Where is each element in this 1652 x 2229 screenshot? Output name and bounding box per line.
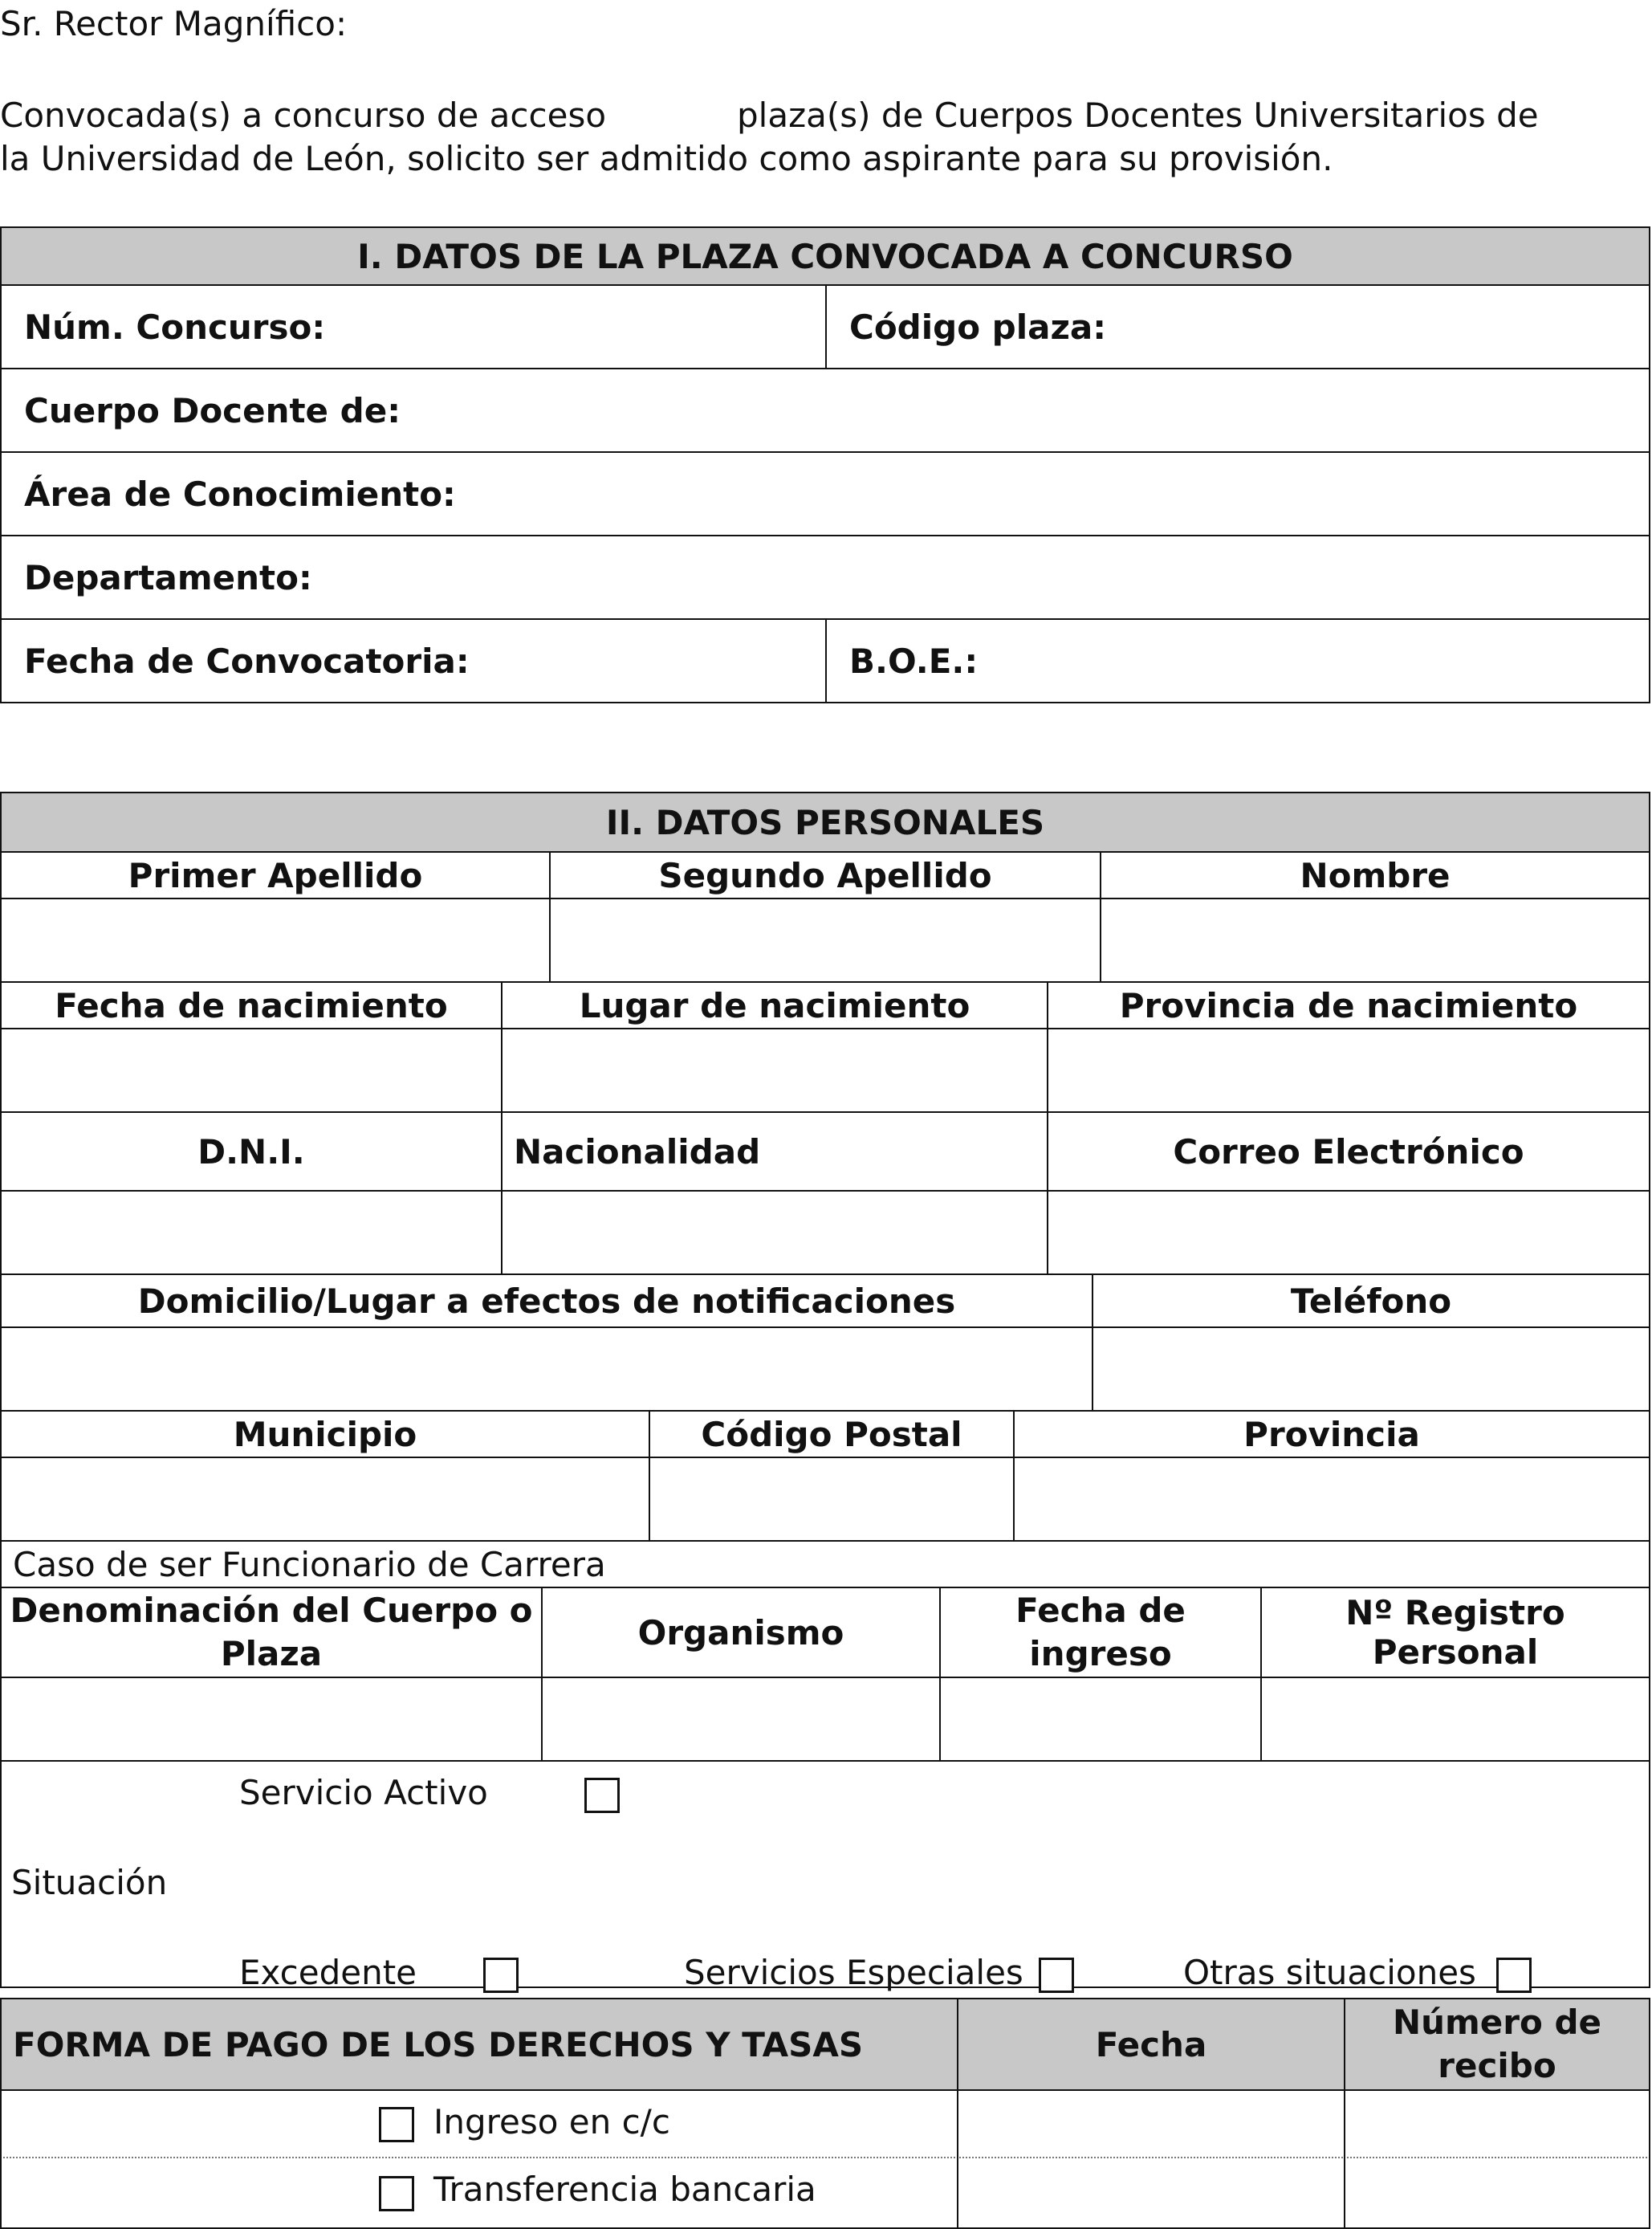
nacionalidad-input[interactable] — [501, 1190, 1048, 1275]
organismo-header: Organismo — [541, 1587, 941, 1678]
situacion-label: Situación — [11, 1863, 168, 1902]
fecha-nacimiento-header: Fecha de nacimiento — [0, 981, 503, 1029]
servicio-activo-label: Servicio Activo — [239, 1773, 488, 1812]
fecha-ingreso-header — [939, 1587, 1262, 1678]
transferencia-recibo-input[interactable] — [1344, 2157, 1650, 2229]
area-conocimiento-field[interactable] — [0, 451, 1650, 536]
transferencia-checkbox[interactable] — [379, 2176, 414, 2211]
denominacion-input[interactable] — [0, 1677, 543, 1762]
num-concurso-field[interactable] — [0, 284, 827, 369]
fecha-convocatoria-field[interactable] — [0, 618, 827, 703]
lugar-nacimiento-input[interactable] — [501, 1028, 1048, 1113]
payment-title: FORMA DE PAGO DE LOS DERECHOS Y TASAS — [0, 1998, 958, 2091]
departamento-label: Departamento: — [24, 557, 312, 597]
servicios-especiales-label: Servicios Especiales — [684, 1953, 1023, 1992]
municipio-input[interactable] — [0, 1457, 650, 1542]
domicilio-header: Domicilio/Lugar a efectos de notificaciones — [0, 1273, 1093, 1328]
area-conocimiento-label: Área de Conocimiento: — [24, 474, 456, 514]
lugar-nacimiento-header: Lugar de nacimiento — [501, 981, 1048, 1029]
payment-recibo-header — [1344, 1998, 1650, 2091]
ingreso-cc-checkbox[interactable] — [379, 2107, 414, 2142]
nombre-input[interactable] — [1100, 898, 1650, 983]
fecha-convocatoria-label: Fecha de Convocatoria: — [24, 641, 470, 681]
excedente-label: Excedente — [239, 1953, 417, 1992]
section-personal-title: II. DATOS PERSONALES — [0, 792, 1650, 853]
segundo-apellido-input[interactable] — [549, 898, 1101, 983]
recibo-line1: Número de — [1392, 2003, 1602, 2042]
transferencia-fecha-input[interactable] — [957, 2157, 1345, 2229]
servicios-especiales-checkbox[interactable] — [1039, 1958, 1074, 1993]
recibo-line2: recibo — [1438, 2046, 1556, 2085]
provincia-nacimiento-header: Provincia de nacimiento — [1047, 981, 1650, 1029]
codigo-plaza-field[interactable] — [825, 284, 1650, 369]
domicilio-input[interactable] — [0, 1326, 1093, 1412]
telefono-input[interactable] — [1092, 1326, 1650, 1412]
payment-fecha-header: Fecha — [957, 1998, 1345, 2091]
intro-line1-start: Convocada(s) a concurso de acceso — [0, 96, 607, 135]
segundo-apellido-header: Segundo Apellido — [549, 851, 1101, 899]
denominacion-line2: Plaza — [220, 1634, 323, 1673]
funcionario-caption: Caso de ser Funcionario de Carrera — [0, 1540, 1650, 1588]
primer-apellido-header: Primer Apellido — [0, 851, 551, 899]
provincia-nacimiento-input[interactable] — [1047, 1028, 1650, 1113]
ingreso-cc-label: Ingreso en c/c — [433, 2102, 670, 2141]
dni-input[interactable] — [0, 1190, 503, 1275]
organismo-input[interactable] — [541, 1677, 941, 1762]
intro-line2: la Universidad de León, solicito ser admitido como aspirante para su provisión. — [0, 139, 1333, 178]
fecha-ingreso-line1: Fecha de — [1015, 1591, 1186, 1630]
ingreso-cc-recibo-input[interactable] — [1344, 2089, 1650, 2158]
fecha-ingreso-line2: ingreso — [1029, 1634, 1172, 1673]
telefono-header: Teléfono — [1092, 1273, 1650, 1328]
otras-situaciones-label: Otras situaciones — [1183, 1953, 1476, 1992]
boe-label: B.O.E.: — [849, 641, 979, 681]
registro-personal-header: Nº Registro Personal — [1260, 1587, 1650, 1678]
departamento-field[interactable] — [0, 535, 1650, 620]
excedente-checkbox[interactable] — [483, 1958, 519, 1993]
cuerpo-docente-label: Cuerpo Docente de: — [24, 390, 401, 430]
registro-personal-input[interactable] — [1260, 1677, 1650, 1762]
municipio-header: Municipio — [0, 1410, 650, 1458]
servicio-activo-checkbox[interactable] — [584, 1778, 620, 1813]
section-plaza-title: I. DATOS DE LA PLAZA CONVOCADA A CONCURSO — [0, 226, 1650, 286]
nombre-header: Nombre — [1100, 851, 1650, 899]
fecha-nacimiento-input[interactable] — [0, 1028, 503, 1113]
correo-header: Correo Electrónico — [1047, 1111, 1650, 1192]
codigo-postal-input[interactable] — [649, 1457, 1015, 1542]
primer-apellido-input[interactable] — [0, 898, 551, 983]
transferencia-label: Transferencia bancaria — [433, 2170, 816, 2209]
ingreso-cc-fecha-input[interactable] — [957, 2089, 1345, 2158]
dni-header: D.N.I. — [0, 1111, 503, 1192]
denominacion-line1: Denominación del Cuerpo o — [10, 1591, 533, 1630]
provincia-input[interactable] — [1013, 1457, 1650, 1542]
fecha-ingreso-input[interactable] — [939, 1677, 1262, 1762]
intro-line1-end: plaza(s) de Cuerpos Docentes Universitarios de — [737, 96, 1539, 135]
codigo-plaza-label: Código plaza: — [849, 307, 1107, 347]
otras-situaciones-checkbox[interactable] — [1496, 1958, 1532, 1993]
cuerpo-docente-field[interactable] — [0, 368, 1650, 453]
provincia-header: Provincia — [1013, 1410, 1650, 1458]
boe-field[interactable] — [825, 618, 1650, 703]
denominacion-header — [0, 1587, 543, 1678]
codigo-postal-header: Código Postal — [649, 1410, 1015, 1458]
salutation: Sr. Rector Magnífico: — [0, 4, 348, 43]
nacionalidad-header: Nacionalidad — [501, 1111, 1048, 1192]
correo-input[interactable] — [1047, 1190, 1650, 1275]
num-concurso-label: Núm. Concurso: — [24, 307, 326, 347]
